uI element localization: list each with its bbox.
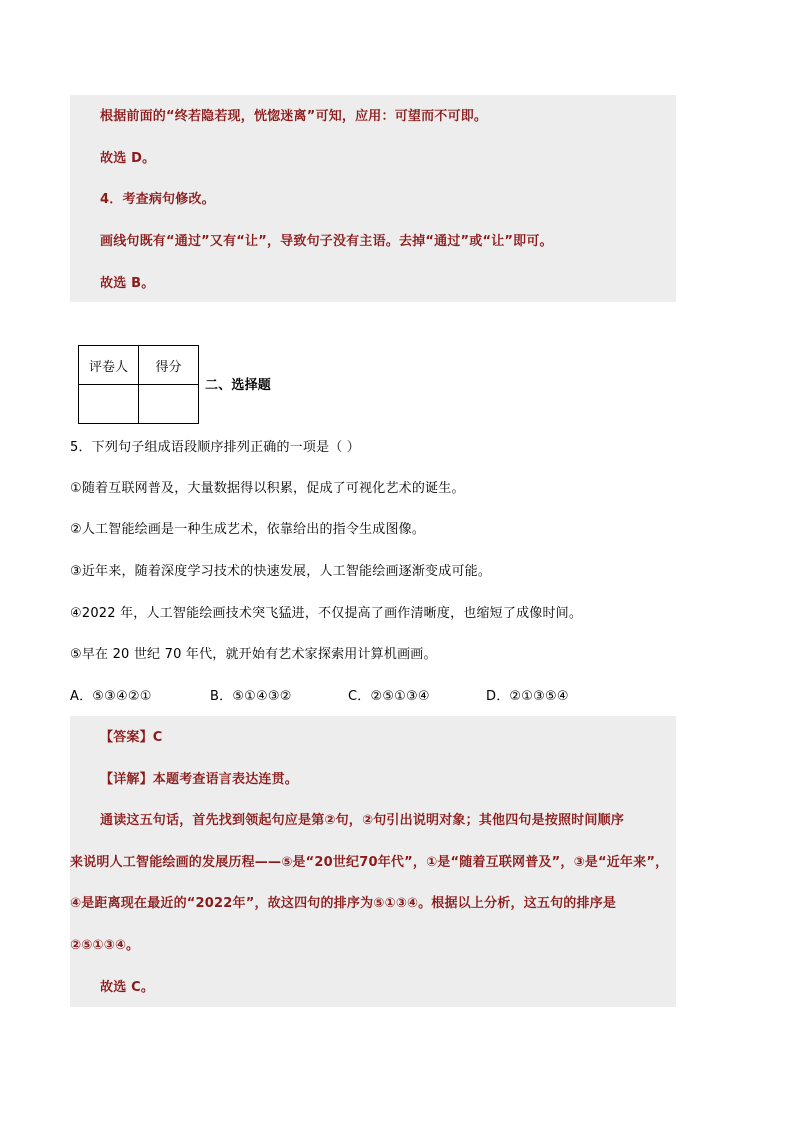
answer-line-4: 画线句既有“通过”又有“让”，导致句子没有主语。去掉“通过”或“让”即可。 xyxy=(100,234,553,249)
option-c: C．②⑤①③④ xyxy=(348,689,430,704)
answer-line-3: 4．考查病句修改。 xyxy=(100,192,215,207)
answer-label: 【答案】C xyxy=(100,730,163,745)
answer-line-5: 故选 B。 xyxy=(100,276,155,291)
option-b: B．⑤①④③② xyxy=(210,689,292,704)
sentence-3: ③近年来，随着深度学习技术的快速发展，人工智能绘画逐渐变成可能。 xyxy=(70,564,492,579)
section-title: 二、选择题 xyxy=(205,378,272,393)
option-d: D．②①③⑤④ xyxy=(486,689,569,704)
analysis-line-2: 来说明人工智能绘画的发展历程——⑤是“20世纪70年代”，①是“随着互联网普及”，③是“近年来”， xyxy=(70,855,669,870)
score-table xyxy=(78,345,199,424)
question-stem: 5．下列句子组成语段顺序排列正确的一项是（ ） xyxy=(70,440,361,455)
sentence-4: ④2022 年，人工智能绘画技术突飞猛进，不仅提高了画作清晰度，也缩短了成像时间。 xyxy=(70,606,583,621)
conclusion: 故选 C。 xyxy=(100,980,155,995)
detail-label: 【详解】本题考查语言表达连贯。 xyxy=(100,772,299,787)
score-header: 得分 xyxy=(139,346,199,385)
analysis-line-4: ②⑤①③④。 xyxy=(70,938,140,953)
score-cell xyxy=(139,385,199,424)
analysis-line-1: 通读这五句话，首先找到领起句应是第②句，②句引出说明对象；其他四句是按照时间顺序 xyxy=(100,813,625,828)
analysis-line-3: ④是距离现在最近的“2022年”，故这四句的排序为⑤①③④。根据以上分析，这五句的排序是 xyxy=(70,896,617,911)
reviewer-header: 评卷人 xyxy=(79,346,139,385)
sentence-2: ②人工智能绘画是一种生成艺术，依靠给出的指令生成图像。 xyxy=(70,522,426,537)
sentence-5: ⑤早在 20 世纪 70 年代，就开始有艺术家探索用计算机画画。 xyxy=(70,647,437,662)
sentence-1: ①随着互联网普及，大量数据得以积累，促成了可视化艺术的诞生。 xyxy=(70,481,465,496)
answer-line-1: 根据前面的“终若隐若现，恍惚迷离”可知，应用：可望而不可即。 xyxy=(100,109,488,124)
answer-line-2: 故选 D。 xyxy=(100,151,156,166)
reviewer-cell xyxy=(79,385,139,424)
option-a: A．⑤③④②① xyxy=(70,689,152,704)
